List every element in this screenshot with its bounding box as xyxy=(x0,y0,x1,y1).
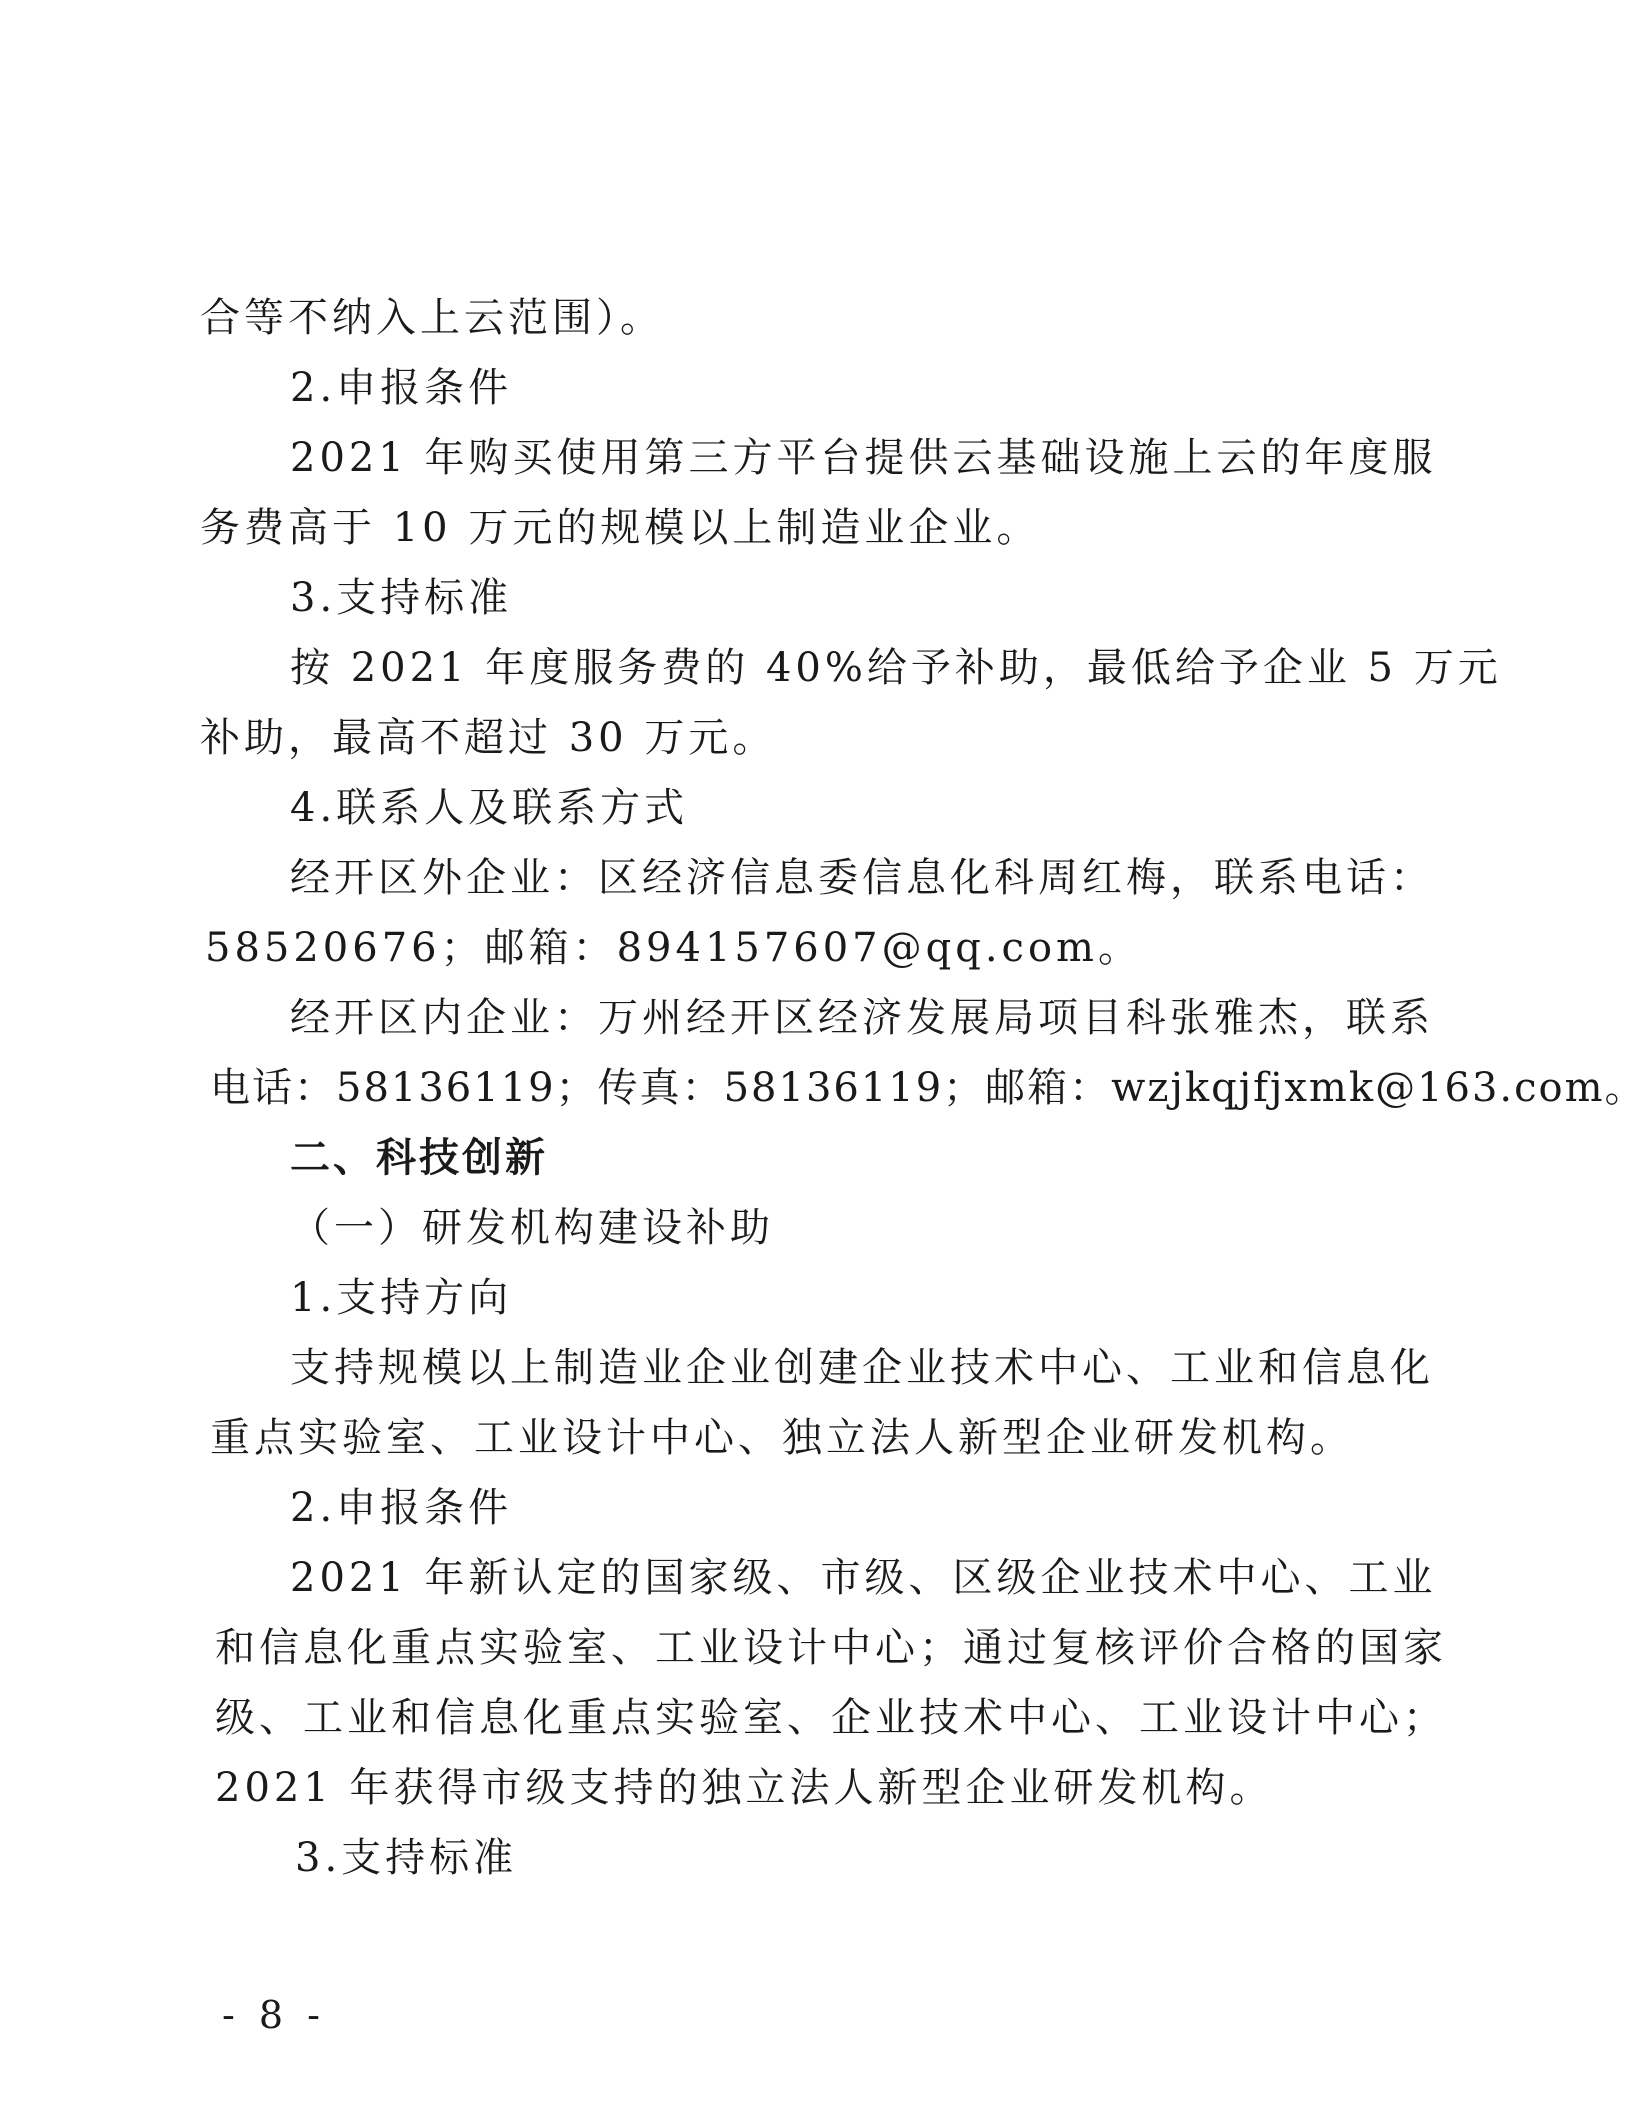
text-line: 2021 年新认定的国家级、市级、区级企业技术中心、工业 xyxy=(290,1555,1437,1601)
text-line: 和信息化重点实验室、工业设计中心；通过复核评价合格的国家 xyxy=(215,1625,1447,1671)
text-line: 重点实验室、工业设计中心、独立法人新型企业研发机构。 xyxy=(210,1415,1354,1461)
text-line: 按 2021 年度服务费的 40%给予补助，最低给予企业 5 万元 xyxy=(290,645,1502,691)
text-line: 务费高于 10 万元的规模以上制造业企业。 xyxy=(200,505,1041,551)
text-line: 经开区外企业：区经济信息委信息化科周红梅，联系电话： xyxy=(290,855,1434,901)
text-line: 经开区内企业：万州经开区经济发展局项目科张雅杰，联系 xyxy=(290,995,1434,1041)
text-line: 电话：58136119；传真：58136119；邮箱：wzjkqjfjxmk@163.com。 xyxy=(210,1065,1647,1111)
text-line: 合等不纳入上云范围）。 xyxy=(200,295,664,341)
text-line: 支持规模以上制造业企业创建企业技术中心、工业和信息化 xyxy=(290,1345,1434,1391)
text-line: 2021 年购买使用第三方平台提供云基础设施上云的年度服 xyxy=(290,435,1437,481)
sub-heading: 2.申报条件 xyxy=(290,365,513,411)
section-heading: 二、科技创新 xyxy=(290,1135,548,1181)
sub-heading: 3.支持标准 xyxy=(295,1835,518,1881)
text-line: 2021 年获得市级支持的独立法人新型企业研发机构。 xyxy=(215,1765,1274,1811)
sub-section-heading: （一）研发机构建设补助 xyxy=(290,1205,774,1251)
sub-heading: 1.支持方向 xyxy=(290,1275,513,1321)
text-line: 级、工业和信息化重点实验室、企业技术中心、工业设计中心； xyxy=(215,1695,1447,1741)
sub-heading: 3.支持标准 xyxy=(290,575,513,621)
sub-heading: 2.申报条件 xyxy=(290,1485,513,1531)
page-number: - 8 - xyxy=(222,1993,327,2037)
text-line: 58520676；邮箱：894157607@qq.com。 xyxy=(205,925,1142,971)
sub-heading: 4.联系人及联系方式 xyxy=(290,785,689,831)
text-line: 补助，最高不超过 30 万元。 xyxy=(200,715,777,761)
